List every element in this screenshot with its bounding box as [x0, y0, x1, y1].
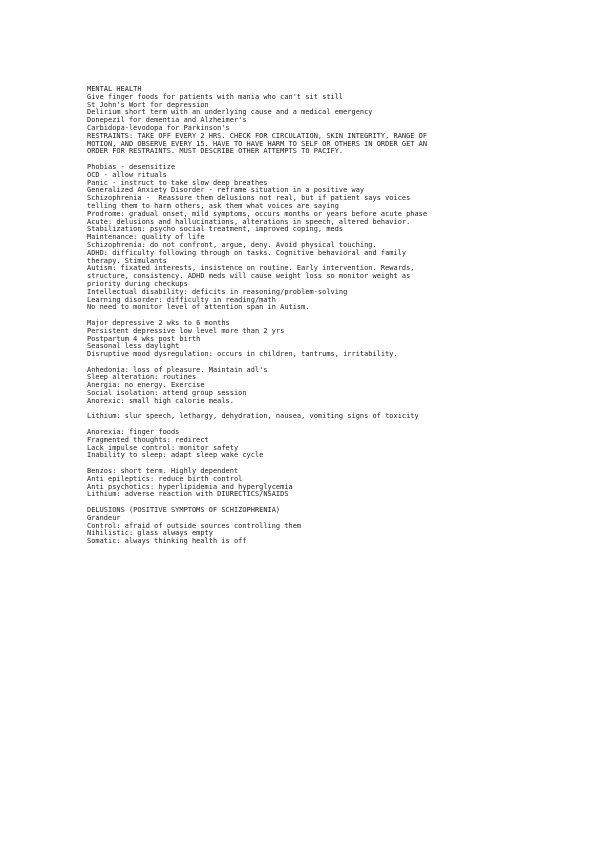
text-line: Anergia: no energy. Exercise: [87, 381, 205, 390]
text-line: Social isolation: attend group session: [87, 389, 247, 398]
section-heading: DELUSIONS (POSITIVE SYMPTOMS OF SCHIZOPHRENIA): [87, 506, 281, 515]
section-heading: MENTAL HEALTH: [87, 85, 142, 93]
paragraph-mental-health: [87, 86, 577, 156]
text-line: Postpartum 4 wks post birth: [87, 334, 201, 343]
text-line: Lithium: slur speech, lethargy, dehydration, nausea, vomiting signs of toxicity: [87, 412, 419, 421]
paragraph-lithium: [87, 413, 577, 421]
text-line: Phobias - desensitize: [87, 162, 176, 171]
text-line: Anti epileptics: reduce birth control: [87, 474, 243, 483]
text-line: Learning disorder: difficulty in reading/math: [87, 295, 276, 304]
text-line: structure, consistency. ADHD meds will cause weight loss so monitor weight as: [87, 272, 411, 281]
text-line: Delirium short term with an underlying cause and a medical emergency: [87, 108, 373, 117]
paragraph-medications: [87, 468, 577, 499]
text-line: MOTION, AND OBSERVE EVERY 15. HAVE TO HAVE HARM TO SELF OR OTHERS IN ORDER GET AN: [87, 139, 428, 148]
text-line: No need to monitor level of attention span in Autism.: [87, 303, 310, 312]
paragraph-disorders: [87, 164, 577, 312]
text-line: Donepezil for dementia and Alzheimer's: [87, 116, 247, 125]
text-line: Nihilistic: glass always empty: [87, 529, 213, 538]
text-line: Lack impulse control: monitor safety: [87, 443, 239, 452]
text-line: OCD - allow rituals: [87, 170, 167, 179]
text-line: Anti psychotics: hyperlipidemia and hyperglycemia: [87, 482, 293, 491]
text-line: Inability to sleep: adapt sleep wake cycle: [87, 451, 264, 460]
text-line: Panic - instruct to take slow deep breathes: [87, 178, 268, 187]
text-line: Control: afraid of outside sources controlling them: [87, 521, 302, 530]
text-line: Schizophrenia: do not confront, argue, deny. Avoid physical touching.: [87, 240, 377, 249]
document-body: [87, 86, 577, 554]
text-line: ADHD: difficulty following through on tasks. Cognitive behavioral and family: [87, 248, 407, 257]
text-line: Prodrome: gradual onset, mild symptoms, occurs months or years before acute phase: [87, 209, 428, 218]
text-line: St John's Wort for depression: [87, 100, 209, 109]
text-line: Intellectual disability: deficits in reasoning/problem-solving: [87, 287, 348, 296]
text-line: Stabilization: psycho social treatment, improved coping, meds: [87, 225, 344, 234]
text-line: Major depressive 2 wks to 6 months: [87, 318, 230, 327]
text-line: Autism: fixated interests, insistence on routine. Early intervention. Rewards,: [87, 264, 415, 273]
text-line: Benzos: short term. Highly dependent: [87, 467, 239, 476]
text-line: Somatic: always thinking health is off: [87, 537, 247, 546]
text-line: ORDER FOR RESTRAINTS. MUST DESCRIBE OTHER ATTEMPTS TO PACIFY.: [87, 147, 344, 156]
text-line: Maintenance: quality of life: [87, 233, 205, 242]
text-line: Anorexic: small high calorie meals.: [87, 396, 234, 405]
text-line: Give finger foods for patients with mania who can't sit still: [87, 92, 344, 101]
text-line: Grandeur: [87, 513, 121, 522]
text-line: RESTRAINTS: TAKE OFF EVERY 2 HRS. CHECK FOR CIRCULATION, SKIN INTEGRITY, RANGE OF: [87, 131, 428, 140]
text-line: Generalized Anxiety Disorder - reframe situation in a positive way: [87, 186, 365, 195]
paragraph-symptoms: [87, 367, 577, 406]
text-line: Anorexia: finger foods: [87, 428, 180, 437]
text-line: Carbidopa-levodopa for Parkinson's: [87, 123, 230, 132]
paragraph-depression-types: [87, 320, 577, 359]
text-line: Acute: delusions and hallucinations, alterations in speech, altered behavior.: [87, 217, 411, 226]
paragraph-interventions: [87, 429, 577, 460]
text-line: Seasonal less daylight: [87, 342, 180, 351]
text-line: priority during checkups: [87, 279, 188, 288]
text-line: therapy. Stimulants: [87, 256, 167, 265]
text-line: Anhedonia: loss of pleasure. Maintain adl's: [87, 365, 268, 374]
text-line: telling them to harm others, ask them what voices are saying: [87, 201, 339, 210]
text-line: Sleep alteration: routines: [87, 373, 197, 382]
text-line: Schizophrenia - Reassure them delusions not real, but if patient says voices: [87, 194, 411, 203]
text-line: Persistent depressive low level more than 2 yrs: [87, 326, 285, 335]
paragraph-delusions: [87, 507, 577, 546]
text-line: Disruptive mood dysregulation: occurs in children, tantrums, irritability.: [87, 350, 398, 359]
text-line: Fragmented thoughts: redirect: [87, 435, 209, 444]
text-line: Lithium: adverse reaction with DIURECTICS/NSAIDS: [87, 490, 289, 499]
